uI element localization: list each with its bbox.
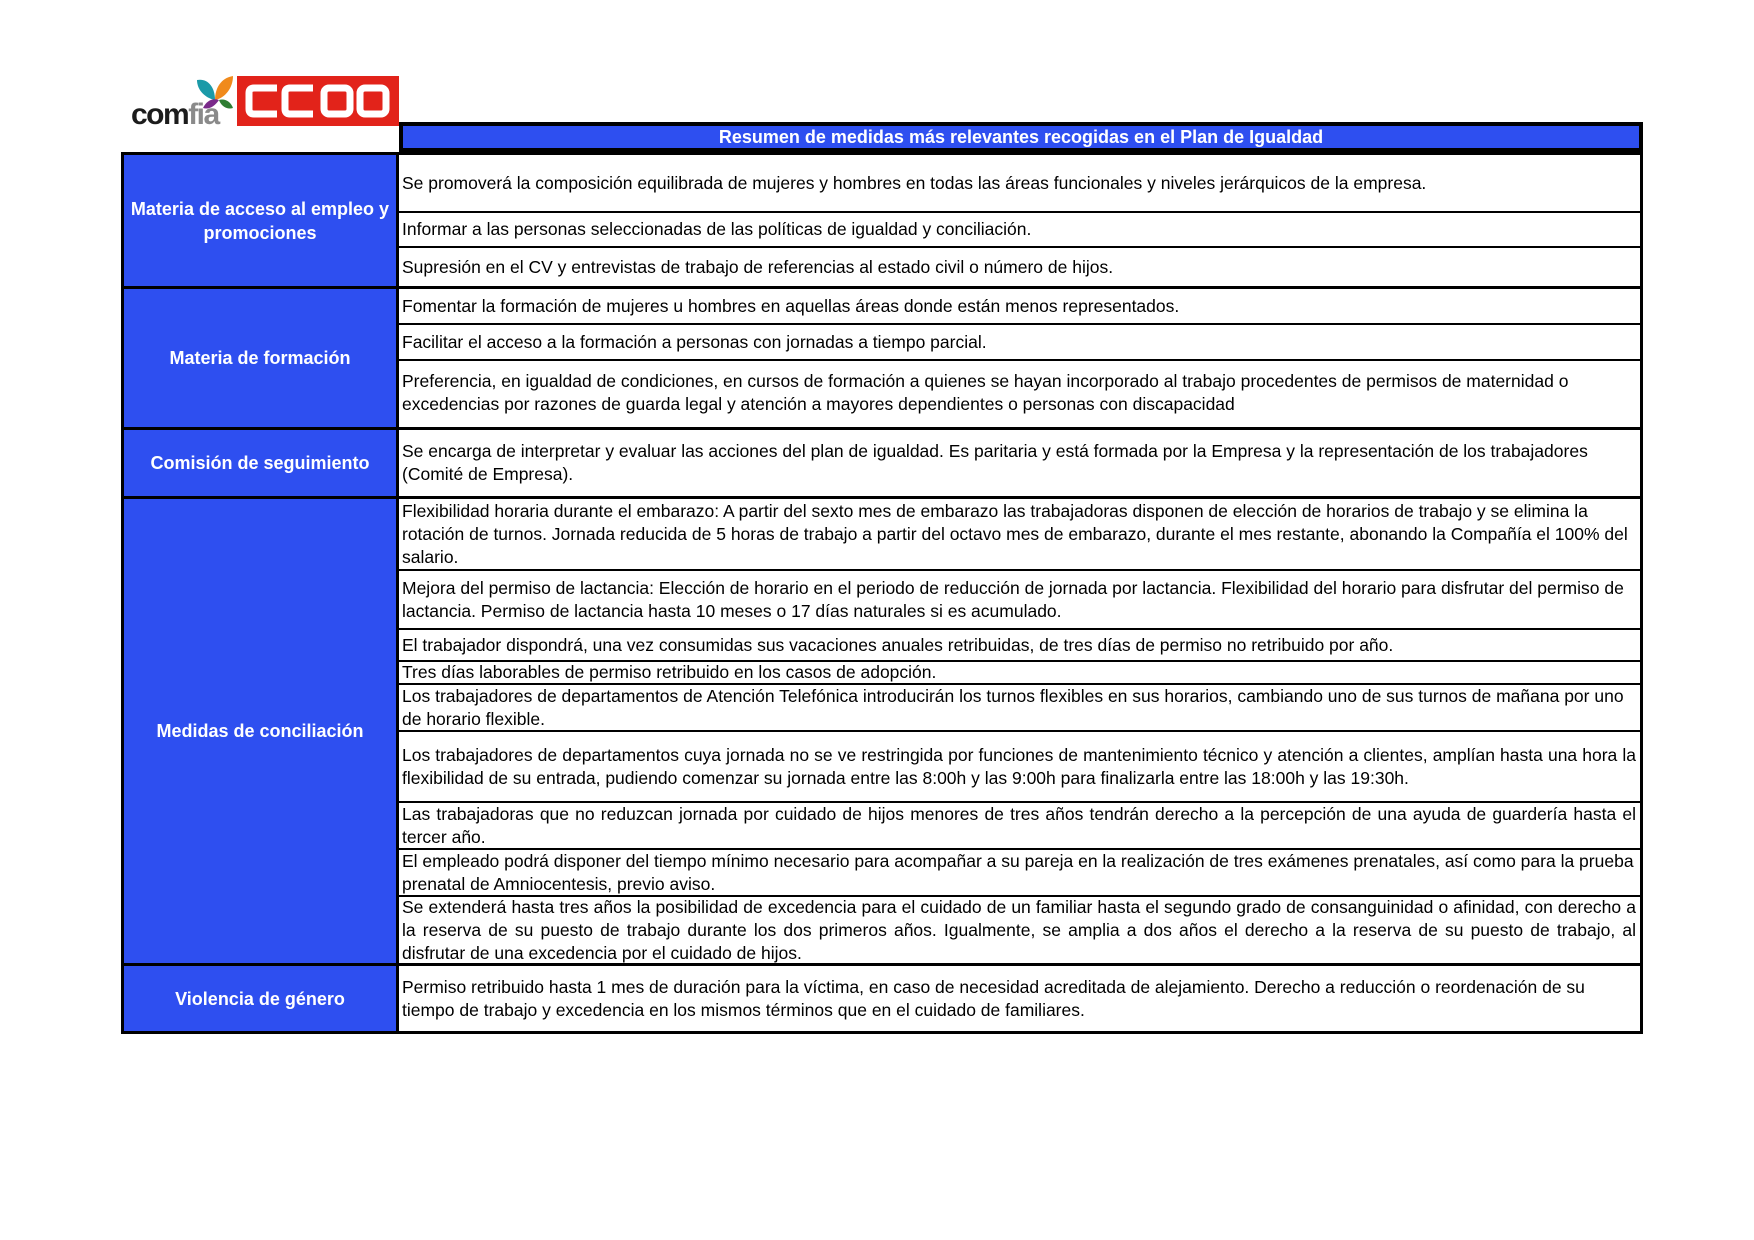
- section-items: [399, 966, 1640, 1031]
- list-item: Supresión en el CV y entrevistas de trabajo de referencias al estado civil o número de hijos.: [402, 256, 1114, 277]
- category-label: Comisión de seguimiento: [124, 430, 399, 496]
- list-item: Se promoverá la composición equilibrada de mujeres y hombres en todas las áreas funcionales y niveles jerárquicos de la empresa.: [399, 155, 1640, 213]
- list-item: Se extenderá hasta tres años la posibilidad de excedencia para el cuidado de un familiar hasta el segundo grado de consanguinidad o afinidad, con derecho a la reserva de su puesto de trabajo durante los dos primeros años. Igualmente, se amplia a dos años el derecho a la reserva de su puesto de trabajo, al disfrutar de una excedencia por el cuidado de hijos.: [402, 896, 1636, 963]
- list-item: Flexibilidad horaria durante el embarazo: A partir del sexto mes de embarazo las trabajadoras disponen de elección de horarios de trabajo y se elimina la rotación de turnos. Jornada reducida de 5 horas de trabajo a partir del octavo mes de embarazo, durante el mes restante, abonando la Compañía el 100% del salario.: [399, 499, 1640, 571]
- section-formacion: [121, 289, 1643, 430]
- list-item: Facilitar el acceso a la formación a personas con jornadas a tiempo parcial.: [399, 325, 1640, 361]
- list-item: Se encarga de interpretar y evaluar las acciones del plan de igualdad. Es paritaria y está formada por la Empresa y la representación de los trabajadores (Comité de Empresa).: [402, 441, 1588, 484]
- section-violencia-genero: [121, 966, 1643, 1034]
- table-title: Resumen de medidas más relevantes recogidas en el Plan de Igualdad: [399, 122, 1643, 152]
- list-item: Informar a las personas seleccionadas de las políticas de igualdad y conciliación.: [399, 213, 1640, 248]
- list-item: Los trabajadores de departamentos cuya jornada no se ve restringida por funciones de mantenimiento técnico y atención a clientes, amplían hasta una hora la flexibilidad de su entrada, pudiendo comenzar su jornada entre las 8:00h y las 9:00h para finalizarla entre las 18:00h y las 19:30h.: [399, 732, 1640, 803]
- list-item: Tres días laborables de permiso retribuido en los casos de adopción.: [399, 662, 1640, 685]
- list-item: Mejora del permiso de lactancia: Elección de horario en el periodo de reducción de jornada por lactancia. Flexibilidad del horario para disfrutar del permiso de lactancia. Permiso de lactancia hasta 10 meses o 17 días naturales si es acumulado.: [399, 571, 1640, 630]
- list-item: El trabajador dispondrá, una vez consumidas sus vacaciones anuales retribuidas, de tres días de permiso no retribuido por año.: [399, 630, 1640, 662]
- category-label: Medidas de conciliación: [124, 499, 399, 963]
- measures-summary-table: [121, 122, 1643, 1034]
- section-items: [399, 430, 1640, 496]
- comfia-ccoo-logo: [131, 74, 399, 131]
- category-label: Violencia de género: [124, 966, 399, 1031]
- section-comision-seguimiento: [121, 430, 1643, 499]
- list-item: Los trabajadores de departamentos de Atención Telefónica introducirán los turnos flexibles en sus horarios, cambiando uno de sus turnos de mañana por uno de horario flexible.: [399, 685, 1640, 732]
- ccoo-wordmark: [237, 76, 399, 126]
- list-item: Las trabajadoras que no reduzcan jornada por cuidado de hijos menores de tres años tendrán derecho a la percepción de una ayuda de guardería hasta el tercer año.: [399, 803, 1640, 850]
- category-label: Materia de acceso al empleo y promociones: [124, 155, 399, 286]
- section-conciliacion: [121, 499, 1643, 966]
- category-label: Materia de formación: [124, 289, 399, 427]
- list-item: El empleado podrá disponer del tiempo mínimo necesario para acompañar a su pareja en la realización de tres exámenes prenatales, así como para la prueba prenatal de Amniocentesis, previo aviso.: [399, 850, 1640, 897]
- section-items: [399, 499, 1640, 963]
- section-items: [399, 289, 1640, 427]
- ccoo-letters-icon: [245, 83, 391, 119]
- section-items: [399, 155, 1640, 286]
- comfia-wordmark: comfia: [131, 98, 219, 131]
- list-item: Fomentar la formación de mujeres u hombres en aquellas áreas donde están menos representados.: [399, 289, 1640, 325]
- list-item: Permiso retribuido hasta 1 mes de duración para la víctima, en caso de necesidad acreditada de alejamiento. Derecho a reducción o reordenación de su tiempo de trabajo y excedencia en los mismos términos que en el cuidado de familiares.: [402, 976, 1585, 1020]
- list-item: Preferencia, en igualdad de condiciones, en cursos de formación a quienes se hayan incorporado al trabajo procedentes de permisos de maternidad o excedencias por razones de guarda legal y atención a mayores dependientes o personas con discapacidad: [402, 371, 1569, 414]
- section-acceso-empleo: [121, 152, 1643, 289]
